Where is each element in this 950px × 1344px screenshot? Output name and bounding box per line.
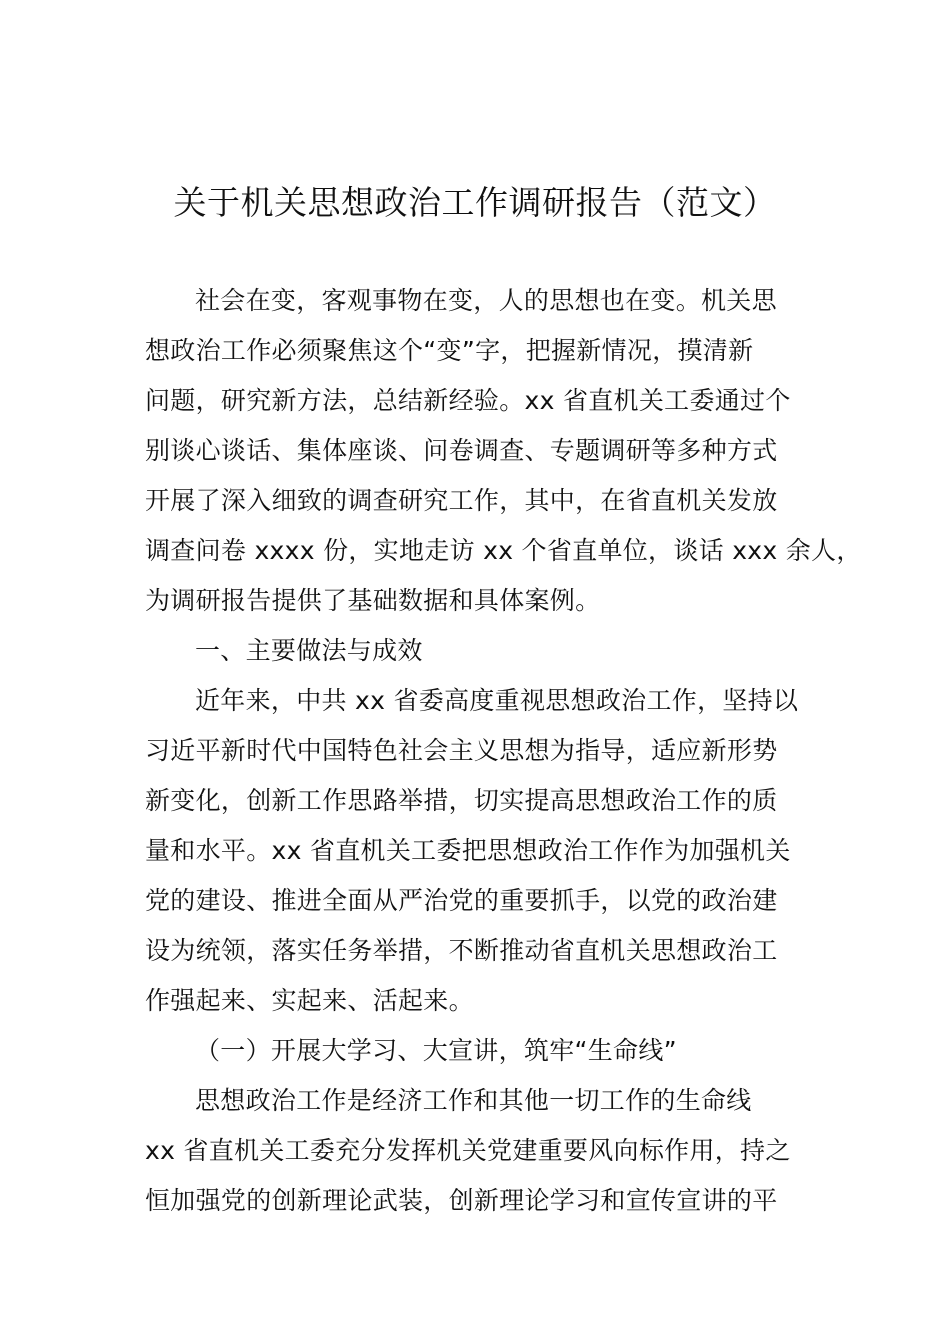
paragraph-line: 社会在变，客观事物在变，人的思想也在变。机关思 (195, 286, 777, 315)
paragraph-line: 为调研报告提供了基础数据和具体案例。 (145, 586, 601, 615)
paragraph-line: 设为统领，落实任务举措，不断推动省直机关思想政治工 (145, 936, 778, 965)
subsection-heading: （一）开展大学习、大宣讲，筑牢“生命线” (195, 1036, 677, 1065)
paragraph-line: xx 省直机关工委充分发挥机关党建重要风向标作用，持之 (145, 1136, 791, 1165)
paragraph-line: 开展了深入细致的调查研究工作，其中，在省直机关发放 (145, 486, 778, 515)
paragraph-line: 新变化，创新工作思路举措，切实提高思想政治工作的质 (145, 786, 778, 815)
paragraph-line: 作强起来、实起来、活起来。 (145, 986, 474, 1015)
paragraph-line: 问题，研究新方法，总结新经验。xx 省直机关工委通过个 (145, 386, 791, 415)
paragraph-line: 近年来，中共 xx 省委高度重视思想政治工作，坚持以 (195, 686, 799, 715)
paragraph-line: 习近平新时代中国特色社会主义思想为指导，适应新形势 (145, 736, 778, 765)
paragraph-line: 量和水平。xx 省直机关工委把思想政治工作作为加强机关 (145, 836, 791, 865)
paragraph-line: 思想政治工作是经济工作和其他一切工作的生命线 (195, 1086, 752, 1115)
paragraph-line: 想政治工作必须聚焦这个“变”字，把握新情况，摸清新 (145, 336, 754, 365)
paragraph-line: 恒加强党的创新理论武装，创新理论学习和宣传宣讲的平 (145, 1186, 778, 1215)
document-body (145, 276, 862, 1226)
section-heading: 一、主要做法与成效 (195, 636, 423, 665)
document-title: 关于机关思想政治工作调研报告（范文） (173, 183, 777, 222)
paragraph-line: 调查问卷 xxxx 份，实地走访 xx 个省直单位，谈话 xxx 余人， (145, 536, 862, 565)
paragraph-line: 党的建设、推进全面从严治党的重要抓手，以党的政治建 (145, 886, 778, 915)
paragraph-line: 别谈心谈话、集体座谈、问卷调查、专题调研等多种方式 (145, 436, 778, 465)
